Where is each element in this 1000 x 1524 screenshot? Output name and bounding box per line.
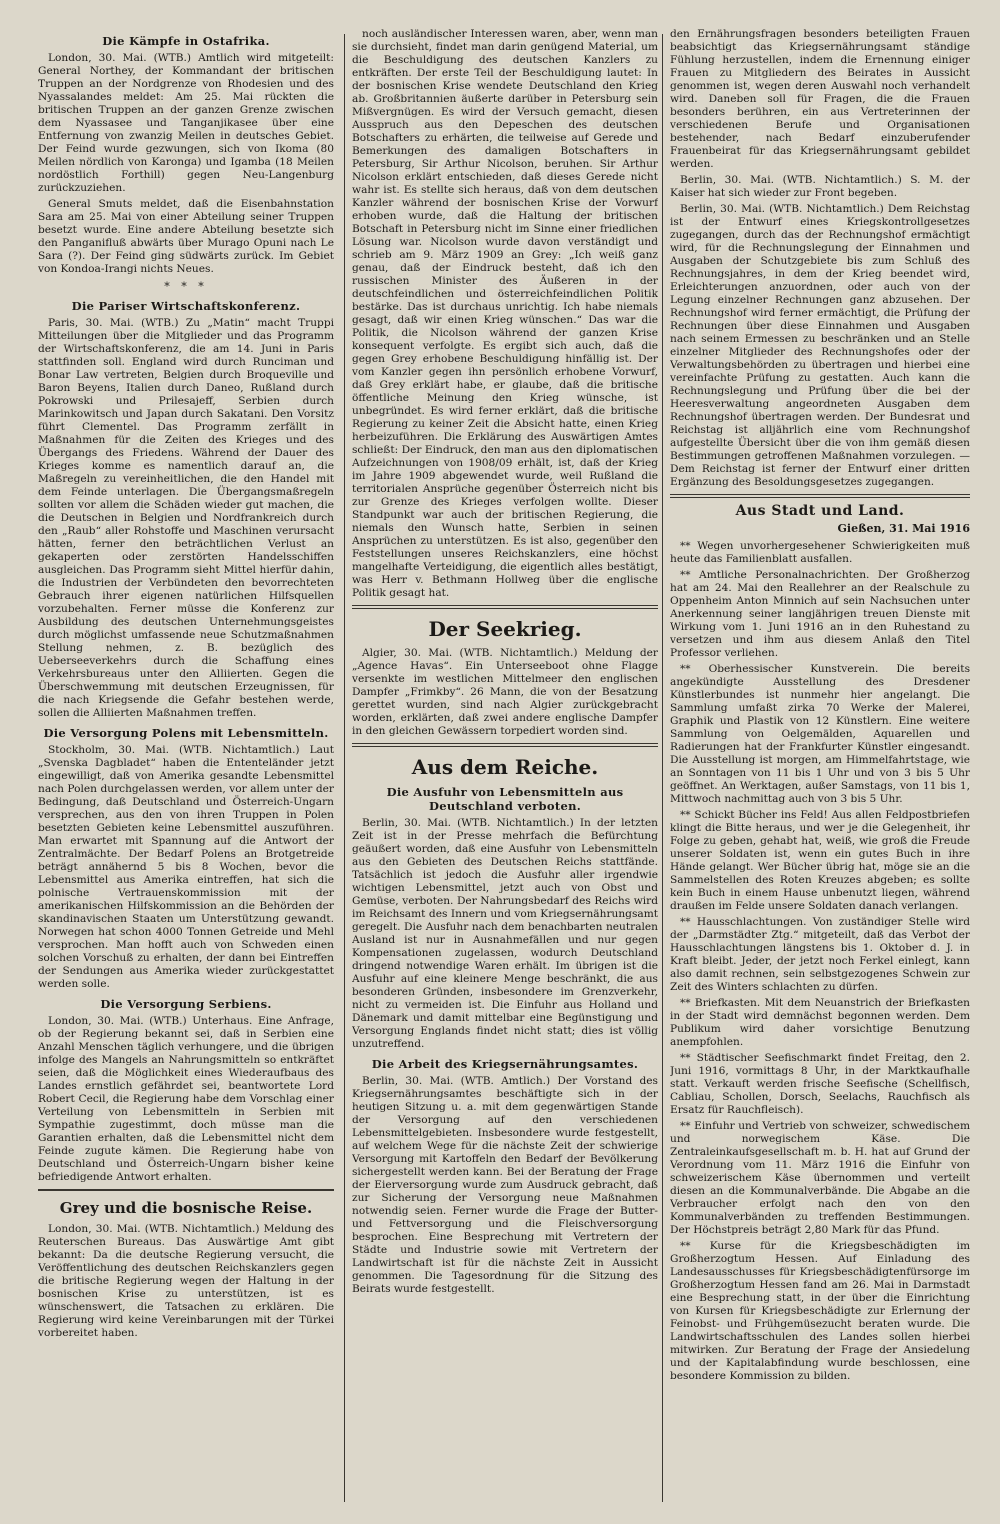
article-paragraph: Berlin, 30. Mai. (WTB. Nichtamtlich.) In der letzten Zeit ist in der Presse mehrfach die Befürchtung geäußert worden, daß eine Ausfuhr von Lebensmitteln aus den Gebieten des Deutschen Reichs stattfände. Tatsächlich ist jedoch die Ausfuhr aller irgendwie wichtigen Lebensmittel, jetzt auch von Obst und Gemüse, verboten. Der Nahrungsbedarf des Reichs wird im Reichsamt des Innern und vom Kriegsernährungsamt geregelt. Die Ausfuhr nach dem benachbarten neutralen Ausland ist nur in Ausnahmefällen und nur gegen Kompensationen zugelassen, wodurch Deutschland dringend notwendige Waren erhält. Im übrigen ist die Ausfuhr auf eine kleinere Menge beschränkt, die aus besonderen Gründen, insbesondere im Grenzverkehr, nicht zu vermeiden ist. Die Einfuhr aus Holland und Dänemark und damit mittelbar eine Begünstigung und Versorgung Englands findet nicht statt; dies ist völlig unzutreffend.: [352, 817, 658, 1050]
local-news-item: ** Amtliche Personalnachrichten. Der Großherzog hat am 24. Mai den Reallehrer an der Realschule zu Oppenheim Anton Minnich auf sein Nachsuchen unter Anerkennung seiner langjährigen treuen Dienste mit Wirkung vom 1. Juni 1916 an in den Ruhestand zu versetzen und ihm aus diesem Anlaß den Titel Professor verliehen.: [670, 569, 970, 659]
local-news-item: ** Kurse für die Kriegsbeschädigten im Großherzogtum Hessen. Auf Einladung des Landesausschusses für Kriegsbeschädigtenfürsorge im Großherzogtum Hessen fand am 26. Mai in Darmstadt eine Besprechung statt, in der über die Einrichtung von Kursen für Kriegsbeschädigte zur Erlernung der Feinobst- und Frühgemüsezucht beraten wurde. Die Landwirtschaftsschulen des Landes sollen hierbei mitwirken. Zur Beratung der Frage der Ansiedelung und der Kapitalabfindung wurde beschlossen, eine besondere Kommission zu bilden.: [670, 1240, 970, 1382]
headline-kriegsernaehrungsamt: Die Arbeit des Kriegsernährungsamtes.: [371, 1057, 639, 1071]
column-rule: [662, 34, 663, 1502]
article-paragraph: Algier, 30. Mai. (WTB. Nichtamtlich.) Meldung der „Agence Havas“. Ein Unterseeboot ohne Flagge versenkte im westlichen Mittelmeer den englischen Dampfer „Frimkby“. 26 Mann, die von der Besatzung gerettet wurden, sind nach Algier zurückgebracht worden, erklärten, daß zwei andere englische Dampfer in den gleichen Gewässern torpediert worden sind.: [352, 647, 658, 737]
section-separator: * * *: [164, 280, 208, 293]
headline-versorgung-polens: Die Versorgung Polens mit Lebensmitteln.: [43, 726, 329, 740]
headline-seekrieg: Der Seekrieg.: [428, 617, 582, 641]
article-paragraph: Berlin, 30. Mai. (WTB. Nichtamtlich.) Dem Reichstag ist der Entwurf eines Kriegskontrollgesetzes zugegangen, durch das der Rechnungshof ermächtigt wird, für die Rechnungslegung der Einnahmen und Ausgaben der Schutzgebiete bis zum Schluß des Rechnungsjahres, in dem der Krieg beendet wird, Erleichterungen anzuordnen, oder auch von der Legung einzelner Rechnungen ganz abzusehen. Der Rechnungshof wird ferner ermächtigt, die Prüfung der Rechnungen über diese Einnahmen und Ausgaben nach seinem Ermessen zu beschränken und an Stelle einzelner Mitglieder des Rechnungshofes oder der Verwaltungsbehörden zu übertragen und hierbei eine vereinfachte Prüfung zu gestatten. Auch kann die Rechnungslegung und Prüfung über die bei der Heeresverwaltung angeordneten Ausgaben dem Rechnungshof übertragen werden. Der Bundesrat und Reichstag ist alljährlich eine vom Rechnungshof aufgestellte Übersicht über die von ihm gemäß diesen Bestimmungen getroffenen Maßnahmen vorzulegen. — Dem Reichstag ist ferner der Entwurf einer dritten Ergänzung des Besoldungsgesetzes zugegangen.: [670, 203, 970, 488]
article-paragraph: General Smuts meldet, daß die Eisenbahnstation Sara am 25. Mai von einer Abteilung seiner Truppen besetzt wurde. Eine andere Abteilung besetzte sich den Panganifluß abwärts über Murago Opuni nach Le Sara (?). Der Feind ging südwärts zurück. Im Gebiet von Kondoa-Irangi nichts Neues.: [38, 198, 334, 275]
local-news-item: ** Einfuhr und Vertrieb von schweizer, schwedischem und norwegischem Käse. Die Zentraleinkaufsgesellschaft m. b. H. hat auf Grund der Verordnung vom 11. März 1916 die Einfuhr von schweizerischem Käse übernommen und verteilt diesen an die Kommunalverbände. Die Abgabe an die Verbraucher erfolgt nach den von den Kommunalverbänden zu treffenden Bestimmungen. Der Höchstpreis beträgt 2,80 Mark für das Pfund.: [670, 1120, 970, 1236]
article-paragraph: Berlin, 30. Mai. (WTB. Amtlich.) Der Vorstand des Kriegsernährungsamtes beschäftigte sich in der heutigen Sitzung u. a. mit dem gegenwärtigen Stande der Versorgung auf den verschiedenen Lebensmittelgebieten. Insbesondere wurde festgestellt, auf welchem Wege für die nächste Zeit der schwierige Versorgung mit Kartoffeln den Bedarf der Bevölkerung sichergestellt werden kann. Bei der Beratung der Frage der Eierversorgung wurde zum Ausdruck gebracht, daß zur Sicherung der Versorgung neue Maßnahmen notwendig seien. Ferner wurde die Frage der Butter- und Fettversorgung und die Fleischversorgung besprochen. Eine Besprechung mit Vertretern der Städte und Industrie sowie mit Vertretern der Landwirtschaft ist für die nächste Zeit in Aussicht genommen. Die Tagesordnung für die Sitzung des Beirats wurde festgestellt.: [352, 1075, 658, 1295]
article-paragraph: Paris, 30. Mai. (WTB.) Zu „Matin“ macht Truppi Mitteilungen über die Mitglieder und das Programm der Wirtschaftskonferenz, die am 14. Juni in Paris stattfinden soll. England wird durch Runciman und Bonar Law vertreten, Belgien durch Broqueville und Baron Beyens, Italien durch Daneo, Rußland durch Pokrowski und Prilesajeff, Serbien durch Marinkowitsch und Japan durch Sakatani. Den Vorsitz führt Clementel. Das Programm zerfällt in Maßnahmen für die Zeiten des Krieges und des Übergangs des Friedens. Während der Dauer des Krieges komme es namentlich darauf an, die Maßregeln zu vereinheitlichen, die den Handel mit dem Feinde unterlagen. Die Übergangsmaßregeln sollten vor allem die Schäden wieder gut machen, die die Deutschen in Belgien und Nordfrankreich durch den „Raub“ aller Rohstoffe und Maschinen verursacht hätten, ferner den beträchtlichen Verlust an gekaperten oder zerstörten Handelsschiffen ausgleichen. Das Programm sieht Mittel hierfür dahin, die Industrien der Verbündeten den bevorrechteten Gebrauch ihrer eigenen natürlichen Hilfsquellen vorzubehalten. Ferner müsse die Konferenz zur Ausbildung des deutschen Unternehmungsgeistes durch möglichst umfassende neue Schutzmaßnahmen Stellung nehmen, z. B. bezüglich des Ueberseeverkehrs durch die Schaffung eines Verkehrsbureaus unter den Alliierten. Gegen die Überschwemmung mit deutschen Erzeugnissen, für die nach Kriegsende die Gefahr bestehen werde, sollen die Alliierten Maßnahmen treffen.: [38, 317, 334, 719]
headline-aus-dem-reiche: Aus dem Reiche.: [411, 755, 599, 779]
headline-versorgung-serbiens: Die Versorgung Serbiens.: [100, 997, 272, 1011]
local-news-item: ** Briefkasten. Mit dem Neuanstrich der Briefkasten in der Stadt wird demnächst begonnen werden. Dem Publikum wird daher vorsichtige Benutzung anempfohlen.: [670, 997, 970, 1048]
divider: [352, 605, 658, 609]
dateline-city-date: Gießen, 31. Mai 1916: [837, 522, 970, 535]
article-paragraph: Stockholm, 30. Mai. (WTB. Nichtamtlich.) Laut „Svenska Dagbladet“ haben die Ententeländer jetzt eingewilligt, daß von Amerika gesandte Lebensmittel nach Polen durchgelassen werden, vor allem unter der Bedingung, daß Deutschland und Österreich-Ungarn versprechen, aus den von ihren Truppen in Polen besetzten Gebieten keine Lebensmittel auszuführen. Man erwartet mit Spannung auf die Antwort der Zentralmächte. Der Bedarf Polens an Brotgetreide beträgt annähernd 5 bis 8 Wochen, bevor die Lebensmittel aus Amerika eintreffen, hat sich die polnische Vertrauenskommission mit der amerikanischen Hilfskommission an die Behörden der skandinavischen Staaten um Unterstützung gewandt. Norwegen hat schon 4000 Tonnen Getreide und Mehl versprochen. Man hofft auch von Schweden einen solchen Vorschuß zu erhalten, der dann bei Eintreffen der Sendungen aus Amerika wieder zurückgestattet werden solle.: [38, 744, 334, 990]
headline-ausfuhr-verboten: Die Ausfuhr von Lebensmitteln aus Deutschland verboten.: [386, 785, 624, 813]
article-paragraph: noch ausländischer Interessen waren, aber, wenn man sie durchsieht, findet man darin genügend Material, um die Beschuldigung des deutschen Kanzlers zu entkräften. Der erste Teil der Beschuldigung lautet: In der bosnischen Krise wendete Deutschland den Krieg ab. Großbritannien äußerte darüber in Petersburg sein Mißvergnügen. Es wird der Versuch gemacht, diesen Ausspruch aus den Depeschen des deutschen Botschafters zu erhärten, die teilweise auf Gerede und Bemerkungen des damaligen Botschafters in Petersburg, Sir Arthur Nicolson, beruhen. Sir Arthur Nicolson erklärt entschieden, daß dieses Gerede nicht wahr ist. Es stellte sich heraus, daß von dem deutschen Kanzler während der bosnischen Krise der Vorwurf erhoben wurde, daß die Haltung der britischen Botschaft in Petersburg nicht im Sinne einer friedlichen Lösung war. Nicolson wurde davon verständigt und schrieb am 9. März 1909 an Grey: „Ich weiß ganz genau, daß der Eindruck besteht, daß ich den russischen Minister des Äußeren in der deutschfeindlichen und österreichfeindlichen Politik bestärke. Das ist durchaus unrichtig. Ich habe niemals gesagt, daß wir einen Krieg wünschen.“ Das war die Politik, die Nicolson während der ganzen Krise konsequent verfolgte. Es ergibt sich auch, daß die gegen Grey erhobene Beschuldigung hinfällig ist. Der vom Kanzler gegen ihn persönlich erhobene Vorwurf, daß Grey erklärt habe, er glaube, daß die britische öffentliche Meinung den Krieg wünsche, ist unbegründet. Es wird ferner erklärt, daß die britische Regierung zu keiner Zeit die Absicht hatte, einen Krieg herbeizuführen. Die Erklärung des Auswärtigen Amtes schließt: Der Eindruck, den man aus den diplomatischen Aufzeichnungen von 1908/09 erhält, ist, daß der Krieg im Jahre 1909 abgewendet wurde, weil Rußland die territorialen Ansprüche gegenüber Österreich nicht bis zur Grenze des Krieges verfolgen wollte. Dieser Standpunkt war auch der britischen Regierung, die niemals den Wunsch hatte, Serbien in seinen Ansprüchen zu unterstützen. Es ist also, gegenüber den Feststellungen unseres Reichskanzlers, eine höchst mangelhafte Verteidigung, die eigentlich alles bestätigt, was Herr v. Bethmann Hollweg über die englische Politik gesagt hat.: [352, 28, 658, 599]
section-title-stadt-und-land: Aus Stadt und Land.: [735, 503, 905, 519]
column-left: [38, 28, 334, 1508]
column-rule: [344, 34, 345, 1502]
article-paragraph: den Ernährungsfragen besonders beteiligten Frauen beabsichtigt das Kriegsernährungsamt ständige Fühlung herzustellen, indem die Ernennung einiger Frauen zu Mitgliedern des Beirates in Aussicht genommen ist, wegen deren Auswahl noch verhandelt wird. Daneben soll für Fragen, die die Frauen besonders berühren, ein aus Vertreterinnen der verschiedenen Berufe und Organisationen bestehender, nach Bedarf einzuberufender Frauenbeirat für das Kriegsernährungsamt gebildet werden.: [670, 28, 970, 170]
divider: [670, 494, 970, 498]
article-paragraph: Berlin, 30. Mai. (WTB. Nichtamtlich.) S. M. der Kaiser hat sich wieder zur Front begeben.: [670, 174, 970, 199]
local-news-item: ** Schickt Bücher ins Feld! Aus allen Feldpostbriefen klingt die Bitte heraus, und wer je die Gelegenheit, ihr Folge zu geben, gehabt hat, weiß, wie groß die Freude unserer Soldaten ist, wenn ein gutes Buch in ihre Hände gelangt. Wer Bücher übrig hat, möge sie an die Sammelstellen des Roten Kreuzes abgeben; es sollte kein Buch in einem Hause unbenutzt liegen, während draußen im Felde unsere Soldaten danach verlangen.: [670, 809, 970, 912]
column-middle: [352, 28, 658, 1508]
article-paragraph: London, 30. Mai. (WTB.) Amtlich wird mitgeteilt: General Northey, der Kommandant der britischen Truppen an der Nordgrenze von Rhodesien und des Nyassalandes meldet: Am 25. Mai rückten die britischen Truppen an der ganzen Grenze zwischen dem Nyassasee und Tanganjikasee über eine Entfernung von zwanzig Meilen in deutsches Gebiet. Der Feind wurde gezwungen, sich von Ikoma (80 Meilen nördlich von Karonga) und Igamba (18 Meilen nordöstlich Forthill) gegen Neu-Langenburg zurückzuziehen.: [38, 52, 334, 194]
column-right: [670, 28, 970, 1508]
article-paragraph: London, 30. Mai. (WTB.) Unterhaus. Eine Anfrage, ob der Regierung bekannt sei, daß in Serbien eine Anzahl Menschen täglich verhungere, und die übrigen infolge des Mangels an Nahrungsmitteln so entkräftet seien, daß die Möglichkeit eines Wiederaufbaus des Landes ernstlich gefährdet sei, beantwortete Lord Robert Cecil, die Regierung habe dem Vorschlag einer Verteilung von Lebensmitteln in Serbien mit Sympathie zugestimmt, doch müsse man die Garantien erhalten, daß die Lebensmittel nicht dem Feinde zugute kämen. Die Regierung habe von Deutschland und Österreich-Ungarn bisher keine befriedigende Antwort erhalten.: [38, 1015, 334, 1183]
divider: [38, 1189, 334, 1191]
dateline: [670, 522, 970, 535]
local-news-item: ** Oberhessischer Kunstverein. Die bereits angekündigte Ausstellung des Dresdener Künstlerbundes ist nunmehr hier angelangt. Die Sammlung umfaßt zirka 70 Werke der Malerei, Graphik und Plastik von 12 Künstlern. Eine weitere Sammlung von Oelgemälden, Aquarellen und Radierungen hat der Frankfurter Künstler eingesandt. Die Ausstellung ist morgen, am Himmelfahrtstage, wie an Sonntagen von 11 bis 1 Uhr und von 3 bis 5 Uhr geöffnet. An Werktagen, außer Samstags, von 11 bis 1, Mittwoch nachmittag auch von 3 bis 5 Uhr.: [670, 663, 970, 805]
headline-pariser-konferenz: Die Pariser Wirtschaftskonferenz.: [71, 299, 301, 313]
article-paragraph: London, 30. Mai. (WTB. Nichtamtlich.) Meldung des Reuterschen Bureaus. Das Auswärtige Amt gibt bekannt: Da die deutsche Regierung versucht, die Veröffentlichung des deutschen Reichskanzlers gegen die britische Regierung wegen der Haltung in der bosnischen Krise zu unterstützen, ist es wünschenswert, die Tatsachen zu erklären. Die Regierung wird keine Vereinbarungen mit der Türkei vorbereitet haben.: [38, 1223, 334, 1339]
local-news-item: ** Städtischer Seefischmarkt findet Freitag, den 2. Juni 1916, vormittags 8 Uhr, in der Marktkaufhalle statt. Verkauft werden frische Seefische (Schellfisch, Cabliau, Schollen, Dorsch, Seelachs, Rauchfisch als Ersatz für Rauchfleisch).: [670, 1052, 970, 1116]
local-news-item: ** Hausschlachtungen. Von zuständiger Stelle wird der „Darmstädter Ztg.“ mitgeteilt, daß das Verbot der Hausschlachtungen längstens bis 1. Oktober d. J. in Kraft bleibt. Jeder, der jetzt noch Ferkel einlegt, kann also damit rechnen, sein selbstgezogenes Schwein zur Zeit des Winters schlachten zu dürfen.: [670, 916, 970, 993]
local-news-item: ** Wegen unvorhergesehener Schwierigkeiten muß heute das Familienblatt ausfallen.: [670, 540, 970, 565]
divider: [352, 743, 658, 747]
headline-grey-bosnische-krise: Grey und die bosnische Reise.: [59, 1199, 313, 1217]
headline-kaempfe-ostafrika: Die Kämpfe in Ostafrika.: [102, 34, 270, 48]
